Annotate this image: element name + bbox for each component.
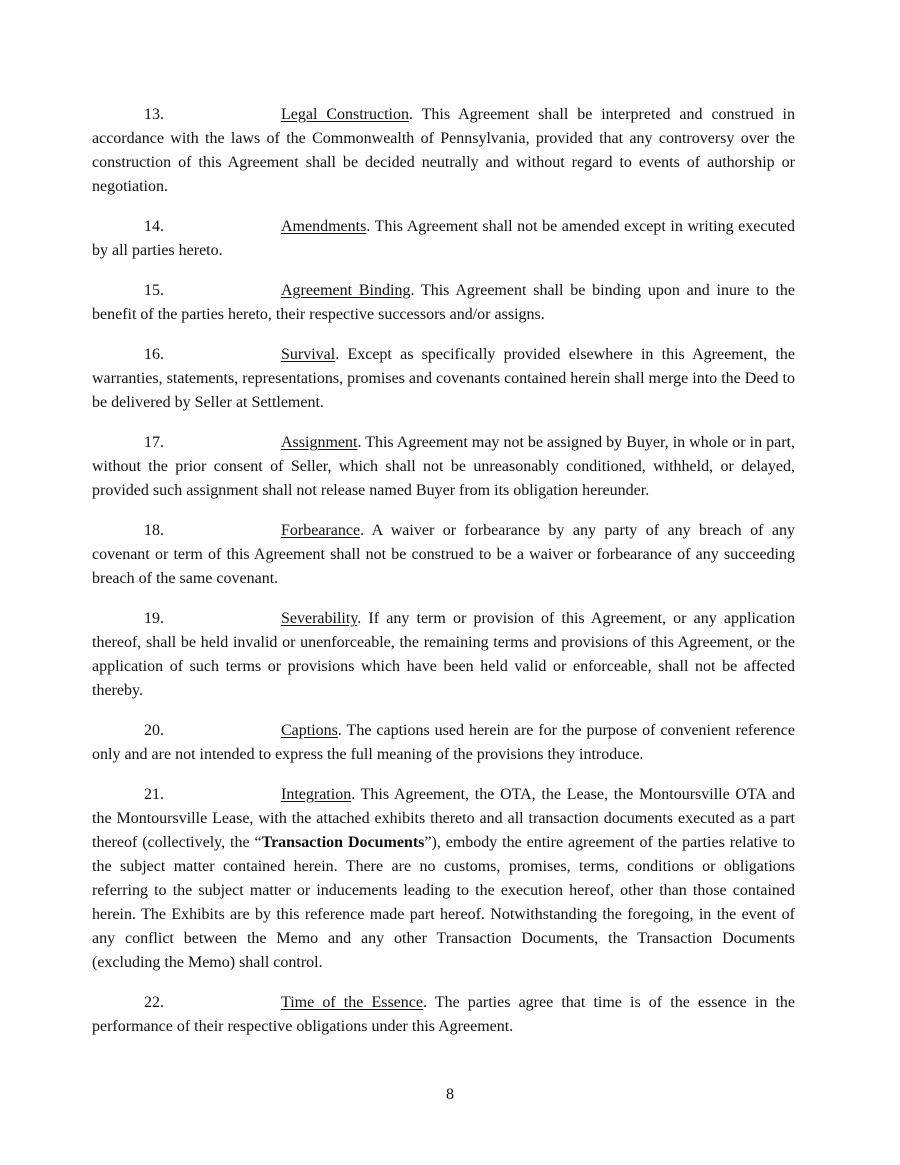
defined-term: Transaction Documents bbox=[261, 834, 425, 851]
section-22 bbox=[92, 991, 795, 1039]
section-heading: Integration bbox=[281, 786, 352, 803]
section-text: . This Agreement shall be binding upon and inure to the benefit of the parties hereto, their respective successors and/or assigns. bbox=[92, 282, 796, 323]
section-16 bbox=[92, 343, 795, 415]
section-text: . If any term or provision of this Agreement, or any application thereof, shall be held invalid or unenforceable, the remaining terms and provisions of this Agreement, or the application of such terms or provisions which have been held valid or enforceable, shall not be affected thereby. bbox=[92, 610, 795, 699]
section-15 bbox=[92, 279, 795, 327]
section-heading: Forbearance bbox=[281, 522, 361, 539]
section-number: 21. bbox=[144, 786, 164, 803]
section-heading: Agreement Binding bbox=[281, 282, 411, 299]
section-20 bbox=[92, 719, 795, 767]
section-19 bbox=[92, 607, 795, 703]
section-number: 13. bbox=[144, 106, 164, 123]
section-heading: Captions bbox=[281, 722, 338, 739]
page-number: 8 bbox=[446, 1086, 454, 1103]
section-number: 14. bbox=[144, 218, 164, 235]
section-number: 18. bbox=[144, 522, 164, 539]
section-heading: Legal Construction bbox=[281, 106, 409, 123]
section-heading: Assignment bbox=[281, 434, 358, 451]
document-body bbox=[92, 103, 795, 1055]
section-text: . Except as specifically provided elsewhere in this Agreement, the warranties, statements, representations, promises and covenants contained herein shall merge into the Deed to be delivered by Seller at Settlement. bbox=[92, 346, 795, 411]
section-13 bbox=[92, 103, 795, 199]
section-text-after: ”), embody the entire agreement of the parties relative to the subject matter contained herein. There are no customs, promises, terms, conditions or obligations referring to the subject matter or inducements leading to the execution hereof, other than those contained herein. The Exhibits are by this reference made part hereof. Notwithstanding the foregoing, in the event of any conflict between the Memo and any other Transaction Documents, the Transaction Documents (excluding the Memo) shall control. bbox=[92, 834, 796, 971]
section-18 bbox=[92, 519, 795, 591]
section-text: . This Agreement shall be interpreted and construed in accordance with the laws of the Commonwealth of Pennsylvania, provided that any controversy over the construction of this Agreement shall be decided neutrally and without regard to events of authorship or negotiation. bbox=[92, 106, 795, 195]
section-17 bbox=[92, 431, 795, 503]
section-21 bbox=[92, 783, 795, 975]
section-text: . The parties agree that time is of the essence in the performance of their respective obligations under this Agreement. bbox=[92, 994, 796, 1035]
section-number: 17. bbox=[144, 434, 164, 451]
section-number: 19. bbox=[144, 610, 164, 627]
section-text: . This Agreement may not be assigned by Buyer, in whole or in part, without the prior consent of Seller, which shall not be unreasonably conditioned, withheld, or delayed, provided such assignment shall not release named Buyer from its obligation hereunder. bbox=[92, 434, 795, 499]
section-number: 20. bbox=[144, 722, 164, 739]
section-heading: Survival bbox=[281, 346, 336, 363]
section-text: . This Agreement shall not be amended except in writing executed by all parties hereto. bbox=[92, 218, 795, 259]
section-text: . A waiver or forbearance by any party of any breach of any covenant or term of this Agreement shall not be construed to be a waiver or forbearance of any succeeding breach of the same covenant. bbox=[92, 522, 795, 587]
section-text: . The captions used herein are for the purpose of convenient reference only and are not intended to express the full meaning of the provisions they introduce. bbox=[92, 722, 795, 763]
section-heading: Amendments bbox=[281, 218, 367, 235]
section-14 bbox=[92, 215, 795, 263]
section-text-before: . This Agreement, the OTA, the Lease, the Montoursville OTA and the Montoursville Lease, with the attached exhibits thereto and all transaction documents executed as a part thereof (collectively, the “ bbox=[92, 786, 795, 851]
section-number: 16. bbox=[144, 346, 164, 363]
section-heading: Time of the Essence bbox=[281, 994, 423, 1011]
section-number: 22. bbox=[144, 994, 164, 1011]
section-heading: Severability bbox=[281, 610, 358, 627]
section-number: 15. bbox=[144, 282, 164, 299]
